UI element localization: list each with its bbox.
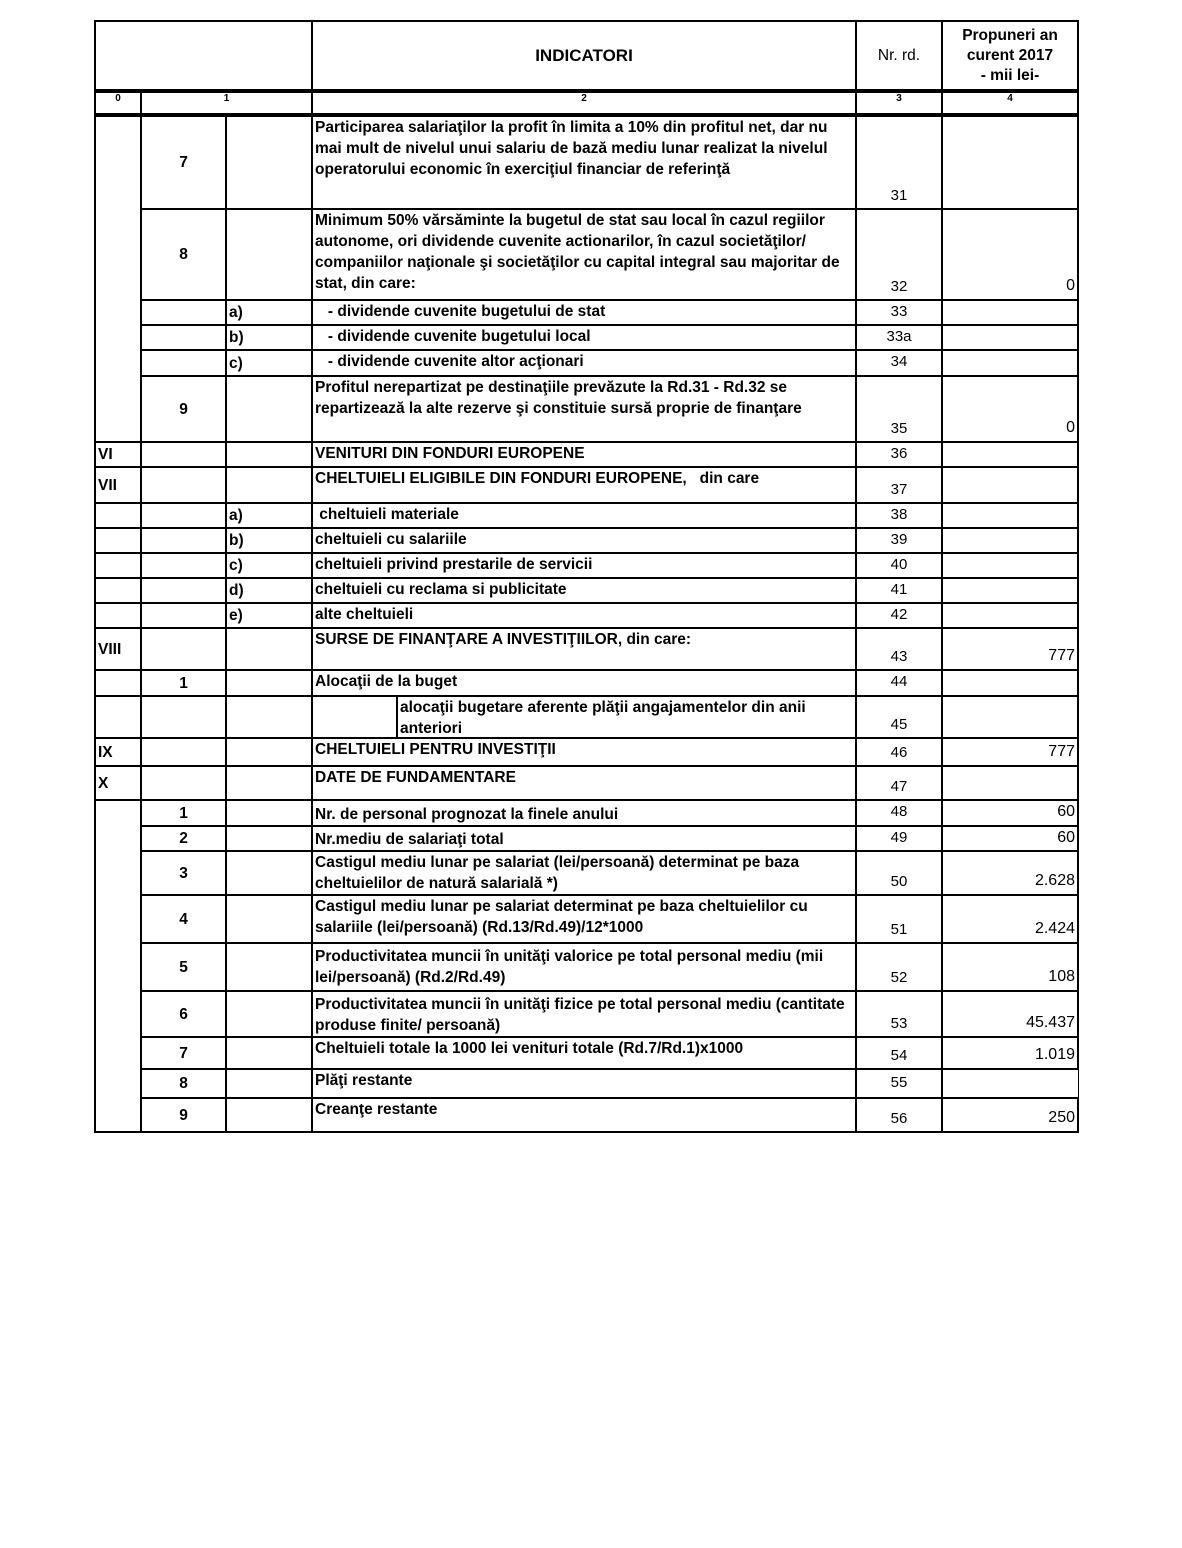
row-52-text: Productivitatea muncii în unităţi valorice pe total personal mediu (mii lei/persoană) (Rd.2/Rd.49)	[311, 942, 857, 992]
row-49-nr: 49	[855, 825, 943, 852]
row-39-roman	[94, 527, 142, 554]
row-54-sub	[225, 1036, 313, 1070]
row-46-roman: IX	[94, 737, 142, 767]
row-40-text: cheltuieli privind prestarile de servicii	[311, 552, 857, 579]
row-56-index: 9	[140, 1097, 227, 1133]
header-propuneri-line2: curent 2017	[966, 46, 1054, 64]
row-35-text: Profitul nerepartizat pe destinaţiile prevăzute la Rd.31 - Rd.32 se repartizează la alte rezerve şi constituie sursă proprie de finanţare	[311, 375, 857, 443]
row-50-index: 3	[140, 850, 227, 896]
row-33-nr: 33	[855, 299, 943, 326]
row-39-index	[140, 527, 227, 554]
budget-table	[94, 20, 1079, 1133]
row-33-index	[140, 299, 227, 326]
row-49-sub	[225, 825, 313, 852]
row-51-nr: 51	[855, 894, 943, 944]
row-43-roman: VIII	[94, 627, 142, 671]
row-46-value: 777	[941, 737, 1079, 767]
row-45-roman	[94, 695, 142, 739]
row-35-sub	[225, 375, 313, 443]
row-42-text: alte cheltuieli	[311, 602, 857, 629]
row-31-nr: 31	[855, 115, 943, 210]
row-40-index	[140, 552, 227, 579]
row-33a-text: - dividende cuvenite bugetului local	[311, 324, 857, 351]
row-37-nr: 37	[855, 466, 943, 504]
row-31-sub	[225, 115, 313, 210]
row-54-nr: 54	[855, 1036, 943, 1070]
row-34-text: - dividende cuvenite altor acţionari	[311, 349, 857, 377]
row-50-text: Castigul mediu lunar pe salariat (lei/persoană) determinat pe baza cheltuielilor de natură salarială *)	[311, 850, 857, 896]
row-45-value	[941, 695, 1079, 739]
row-47-index	[140, 765, 227, 801]
header-propuneri-line3: - mii lei-	[980, 66, 1040, 84]
row-37-roman: VII	[94, 466, 142, 504]
row-51-text: Castigul mediu lunar pe salariat determinat pe baza cheltuielilor cu salariile (lei/persoană) (Rd.13/Rd.49)/12*1000	[311, 894, 857, 944]
row-42-value	[941, 602, 1079, 629]
row-32-nr: 32	[855, 208, 943, 301]
row-33a-nr: 33a	[855, 324, 943, 351]
row-44-value	[941, 669, 1079, 697]
row-42-index	[140, 602, 227, 629]
row-46-index	[140, 737, 227, 767]
row-56-sub	[225, 1097, 313, 1133]
row-53-text: Productivitatea muncii în unităţi fizice pe total personal mediu (cantitate produse finite/ persoană)	[311, 990, 857, 1038]
row-38-nr: 38	[855, 502, 943, 529]
row-54-index: 7	[140, 1036, 227, 1070]
row-51-sub	[225, 894, 313, 944]
row-52-nr: 52	[855, 942, 943, 992]
row-37-sub	[225, 466, 313, 504]
row-55-text: Plăţi restante	[311, 1068, 857, 1099]
row-44-sub	[225, 669, 313, 697]
row-43-index	[140, 627, 227, 671]
row-53-sub	[225, 990, 313, 1038]
row-50-sub	[225, 850, 313, 896]
row-46-nr: 46	[855, 737, 943, 767]
row-53-index: 6	[140, 990, 227, 1038]
row-41-sub: d)	[225, 577, 313, 604]
row-43-text: SURSE DE FINANŢARE A INVESTIŢIILOR, din care:	[311, 627, 857, 671]
row-50-value: 2.628	[941, 850, 1079, 896]
row-45-nr: 45	[855, 695, 943, 739]
row-37-value	[941, 466, 1079, 504]
row-38-sub: a)	[225, 502, 313, 529]
row-34-value	[941, 349, 1079, 377]
row-43-sub	[225, 627, 313, 671]
row-51-index: 4	[140, 894, 227, 944]
row-32-text: Minimum 50% vărsăminte la bugetul de stat sau local în cazul regiilor autonome, ori dividende cuvenite actionarilor, în cazul societăţilor/ companiilor naţionale şi societăţilor cu capital integral sau majoritar de stat, din care:	[311, 208, 857, 301]
row-44-index: 1	[140, 669, 227, 697]
row-36-text: VENITURI DIN FONDURI EUROPENE	[311, 441, 857, 468]
row-39-text: cheltuieli cu salariile	[311, 527, 857, 554]
row-55-sub	[225, 1068, 313, 1099]
merged-col0-section	[94, 115, 142, 443]
row-52-value: 108	[941, 942, 1079, 992]
row-47-text: DATE DE FUNDAMENTARE	[311, 765, 857, 801]
row-41-value	[941, 577, 1079, 604]
colnum-4: 4	[941, 91, 1079, 115]
row-47-sub	[225, 765, 313, 801]
row-36-index	[140, 441, 227, 468]
row-56-nr: 56	[855, 1097, 943, 1133]
row-46-sub	[225, 737, 313, 767]
row-33a-sub: b)	[225, 324, 313, 351]
row-36-roman: VI	[94, 441, 142, 468]
row-39-sub: b)	[225, 527, 313, 554]
row-48-value: 60	[941, 799, 1079, 827]
header-blank-cell	[94, 20, 313, 91]
row-44-nr: 44	[855, 669, 943, 697]
row-54-text: Cheltuieli totale la 1000 lei venituri totale (Rd.7/Rd.1)x1000	[311, 1036, 857, 1070]
row-40-roman	[94, 552, 142, 579]
row-55-value	[941, 1068, 1079, 1099]
row-33a-value	[941, 324, 1079, 351]
row-46-text: CHELTUIELI PENTRU INVESTIŢII	[311, 737, 857, 767]
row-35-value: 0	[941, 375, 1079, 443]
row-37-index	[140, 466, 227, 504]
row-34-nr: 34	[855, 349, 943, 377]
colnum-2: 2	[311, 91, 857, 115]
row-49-index: 2	[140, 825, 227, 852]
row-34-index	[140, 349, 227, 377]
row-47-value	[941, 765, 1079, 801]
row-37-text: CHELTUIELI ELIGIBILE DIN FONDURI EUROPENE, din care	[311, 466, 857, 504]
row-48-index: 1	[140, 799, 227, 827]
row-33-value	[941, 299, 1079, 326]
row-43-nr: 43	[855, 627, 943, 671]
colnum-0: 0	[94, 91, 142, 115]
row-40-value	[941, 552, 1079, 579]
row-49-text: Nr.mediu de salariaţi total	[311, 825, 857, 852]
row-45-text: alocaţii bugetare aferente plăţii angajamentelor din anii anteriori	[396, 695, 857, 739]
row-35-index: 9	[140, 375, 227, 443]
row-51-value: 2.424	[941, 894, 1079, 944]
row-55-nr: 55	[855, 1068, 943, 1099]
row-31-index: 7	[140, 115, 227, 210]
row-52-index: 5	[140, 942, 227, 992]
row-41-nr: 41	[855, 577, 943, 604]
row-38-roman	[94, 502, 142, 529]
row-50-nr: 50	[855, 850, 943, 896]
row-56-value: 250	[941, 1097, 1079, 1133]
header-indicatori: INDICATORI	[311, 20, 857, 91]
row-53-nr: 53	[855, 990, 943, 1038]
header-propuneri-line1: Propuneri an	[962, 26, 1058, 44]
row-42-sub: e)	[225, 602, 313, 629]
row-48-text: Nr. de personal prognozat la finele anului	[311, 799, 857, 827]
row-47-roman: X	[94, 765, 142, 801]
row-54-value: 1.019	[941, 1036, 1079, 1070]
row-39-nr: 39	[855, 527, 943, 554]
row-32-sub	[225, 208, 313, 301]
row-55-index: 8	[140, 1068, 227, 1099]
row-33-text: - dividende cuvenite bugetului de stat	[311, 299, 857, 326]
merged-col0-fundamentare	[94, 799, 142, 1133]
row-48-nr: 48	[855, 799, 943, 827]
row-45-index	[140, 695, 227, 739]
colnum-1: 1	[140, 91, 313, 115]
colnum-3: 3	[855, 91, 943, 115]
row-38-index	[140, 502, 227, 529]
row-31-value	[941, 115, 1079, 210]
row-38-text: cheltuieli materiale	[311, 502, 857, 529]
header-propuneri	[941, 20, 1079, 91]
row-41-text: cheltuieli cu reclama si publicitate	[311, 577, 857, 604]
row-33-sub: a)	[225, 299, 313, 326]
row-41-index	[140, 577, 227, 604]
row-40-sub: c)	[225, 552, 313, 579]
row-32-index: 8	[140, 208, 227, 301]
header-nr-rd: Nr. rd.	[855, 20, 943, 91]
row-40-nr: 40	[855, 552, 943, 579]
row-56-text: Creanţe restante	[311, 1097, 857, 1133]
row-36-sub	[225, 441, 313, 468]
row-38-value	[941, 502, 1079, 529]
row-53-value: 45.437	[941, 990, 1079, 1038]
row-49-value: 60	[941, 825, 1079, 852]
row-34-sub: c)	[225, 349, 313, 377]
row-42-nr: 42	[855, 602, 943, 629]
row-36-nr: 36	[855, 441, 943, 468]
row-31-text: Participarea salariaţilor la profit în limita a 10% din profitul net, dar nu mai mult de nivelul unui salariu de bază mediu lunar realizat la nivelul operatorului economic în exerciţiul financiar de referinţă	[311, 115, 857, 210]
row-32-value: 0	[941, 208, 1079, 301]
row-36-value	[941, 441, 1079, 468]
row-45-blank	[311, 695, 398, 739]
row-45-sub	[225, 695, 313, 739]
row-39-value	[941, 527, 1079, 554]
row-52-sub	[225, 942, 313, 992]
row-44-text: Alocaţii de la buget	[311, 669, 857, 697]
row-42-roman	[94, 602, 142, 629]
row-33a-index	[140, 324, 227, 351]
row-48-sub	[225, 799, 313, 827]
row-44-roman	[94, 669, 142, 697]
row-47-nr: 47	[855, 765, 943, 801]
row-41-roman	[94, 577, 142, 604]
row-35-nr: 35	[855, 375, 943, 443]
row-43-value: 777	[941, 627, 1079, 671]
